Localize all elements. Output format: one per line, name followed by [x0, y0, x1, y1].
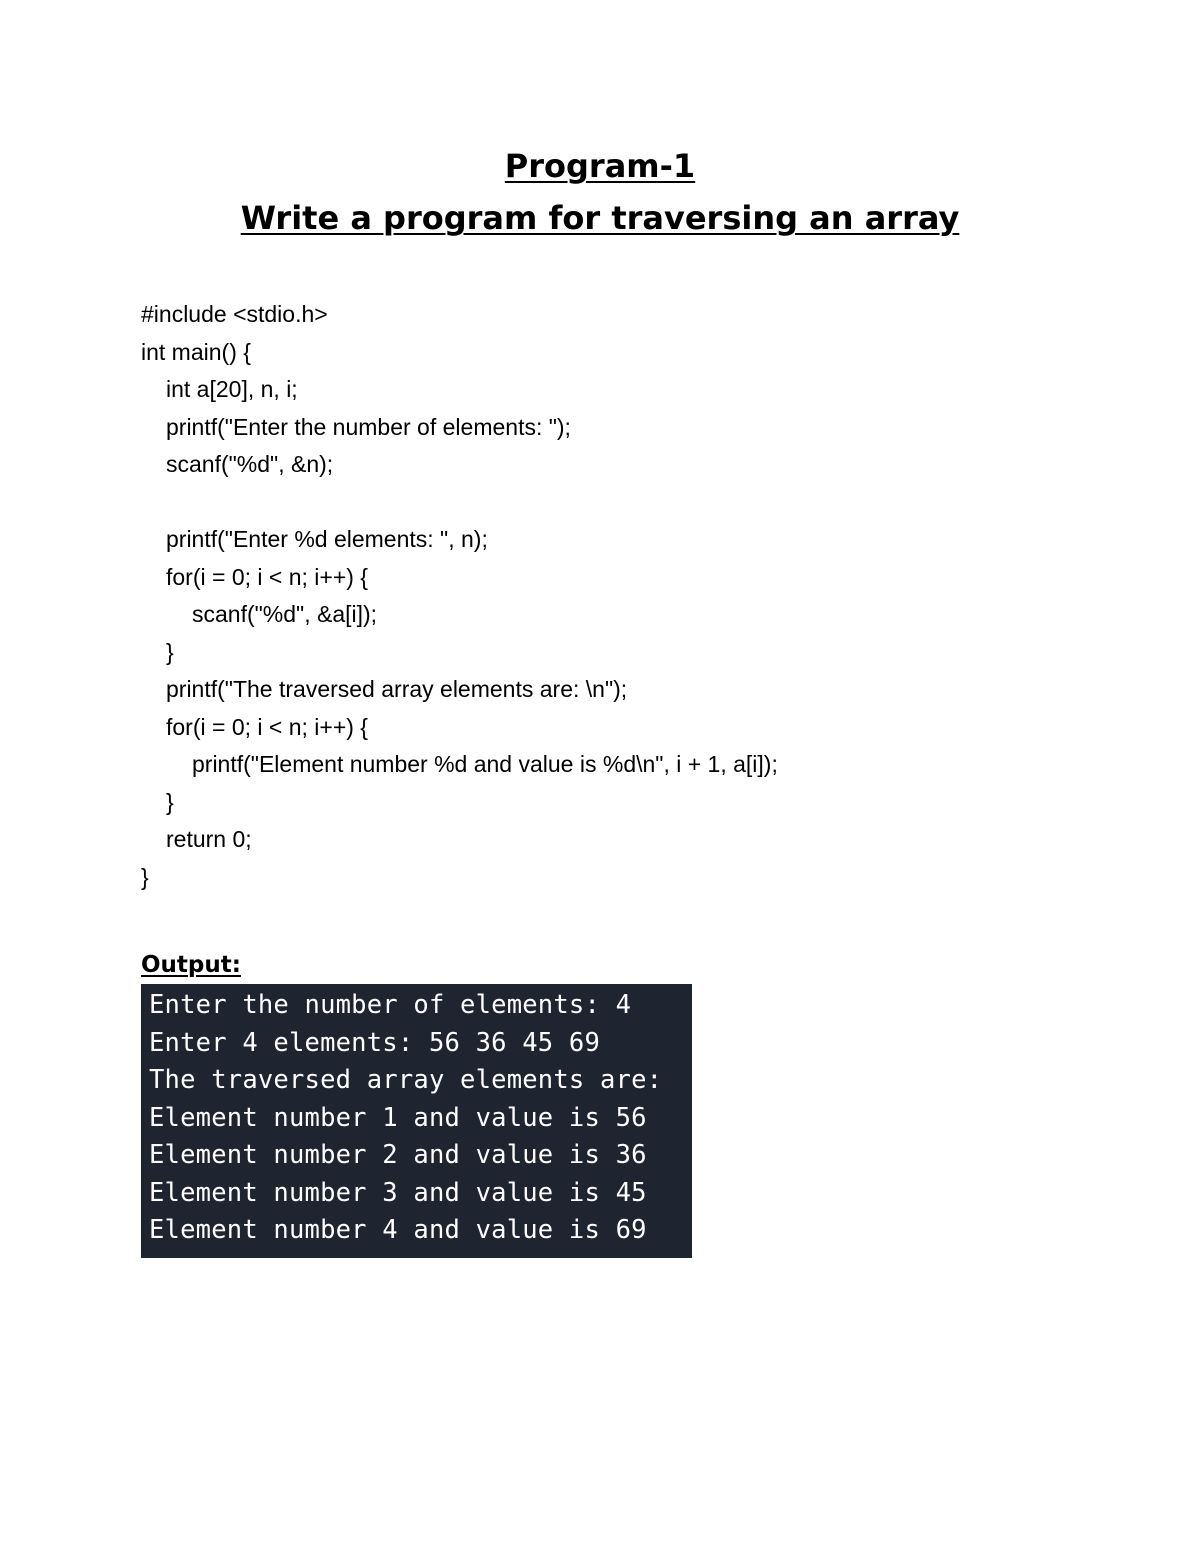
terminal-line: Enter the number of elements: 4 [149, 990, 632, 1020]
code-line: #include <stdio.h> [141, 301, 328, 327]
program-title: Program-1 [504, 147, 696, 185]
terminal-line: Element number 4 and value is 69 [149, 1215, 647, 1245]
code-line: printf("The traversed array elements are: \n"); [166, 676, 628, 702]
code-line: int a[20], n, i; [166, 376, 298, 402]
code-line: for(i = 0; i < n; i++) { [166, 563, 368, 590]
terminal-line: The traversed array elements are: [149, 1065, 663, 1095]
code-line: } [166, 638, 174, 665]
code-line: printf("Enter %d elements: ", n); [166, 526, 488, 552]
code-line: } [166, 788, 174, 815]
terminal-line: Element number 2 and value is 36 [149, 1140, 647, 1170]
terminal-line: Enter 4 elements: 56 36 45 69 [149, 1027, 601, 1058]
code-line: } [141, 863, 149, 890]
terminal-line: Element number 1 and value is 56 [149, 1102, 647, 1133]
program-subtitle: Write a program for traversing an array [240, 199, 960, 237]
source-code-block [141, 296, 778, 896]
output-heading: Output: [141, 952, 241, 978]
code-line: int main() { [141, 338, 251, 365]
code-line: return 0; [166, 826, 252, 852]
code-line: scanf("%d", &a[i]); [192, 601, 378, 627]
terminal-line: Element number 3 and value is 45 [149, 1177, 647, 1208]
code-line: for(i = 0; i < n; i++) { [166, 713, 368, 740]
code-line-blank [141, 484, 778, 522]
code-line: scanf("%d", &n); [166, 451, 334, 477]
code-line: printf("Element number %d and value is %d\n", i + 1, a[i]); [192, 751, 778, 777]
code-line: printf("Enter the number of elements: "); [166, 413, 571, 440]
terminal-output [141, 984, 692, 1258]
